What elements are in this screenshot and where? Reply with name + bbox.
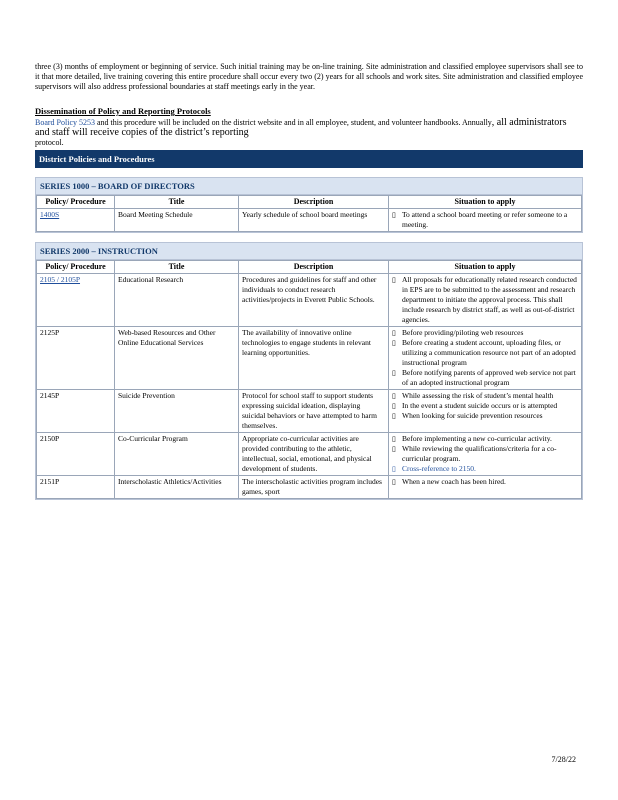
policy-description: Procedures and guidelines for staff and other individuals to conduct research activities/projects in Everett Public Schools. xyxy=(239,274,389,327)
header-policy: Policy/ Procedure xyxy=(37,196,115,209)
header-situation: Situation to apply xyxy=(389,261,582,274)
policy-title: Interscholastic Athletics/Activities xyxy=(115,476,239,499)
situation-item: ▯ When a new coach has been hired. xyxy=(392,477,578,487)
policy-title: Web-based Resources and Other Online Educational Services xyxy=(115,327,239,390)
table-row xyxy=(37,209,582,232)
cross-reference-link[interactable]: ▯ Cross-reference to 2150. xyxy=(392,464,578,474)
situation-item: ▯ When looking for suicide prevention resources xyxy=(392,411,578,421)
situation-item: ▯ All proposals for educationally related research conducted in EPS are to be submitted to the assessment and research department to initiate the approval process. This shall include research by district staff, as well as out-of-district agencies. xyxy=(392,275,578,325)
policy-description: Yearly schedule of school board meetings xyxy=(239,209,389,232)
policy-id: 2150P xyxy=(37,433,115,476)
situation-item: ▯ Before creating a student account, uploading files, or utilizing a communication resource not part of an adopted instructional program xyxy=(392,338,578,368)
header-description: Description xyxy=(239,261,389,274)
situation-item: ▯ While assessing the risk of student’s mental health xyxy=(392,391,578,401)
header-description: Description xyxy=(239,196,389,209)
policy-description: The interscholastic activities program includes games, sport xyxy=(239,476,389,499)
policy-table xyxy=(36,195,582,232)
document-page xyxy=(35,62,583,500)
table-row xyxy=(37,433,582,476)
policy-description: The availability of innovative online technologies to engage students in relevant learning opportunities. xyxy=(239,327,389,390)
policy-description: Appropriate co-curricular activities are provided contributing to the athletic, intellectual, social, emotional, and physical development of students. xyxy=(239,433,389,476)
policies-banner: District Policies and Procedures xyxy=(35,150,583,168)
footer-date: 7/28/22 xyxy=(551,755,576,764)
table-row xyxy=(37,390,582,433)
situation-item: ▯ Before implementing a new co-curricular activity. xyxy=(392,434,578,444)
policy-title: Suicide Prevention xyxy=(115,390,239,433)
policy-id: 2151P xyxy=(37,476,115,499)
header-situation: Situation to apply xyxy=(389,196,582,209)
policy-title: Educational Research xyxy=(115,274,239,327)
dissemination-heading: Dissemination of Policy and Reporting Protocols xyxy=(35,106,211,116)
policy-title: Board Meeting Schedule xyxy=(115,209,239,232)
series-1000-section xyxy=(35,177,583,233)
policy-link[interactable]: 1400S xyxy=(37,209,115,232)
header-policy: Policy/ Procedure xyxy=(37,261,115,274)
series-title: SERIES 1000 – BOARD OF DIRECTORS xyxy=(36,178,582,195)
policy-situations xyxy=(389,274,582,327)
situation-item: ▯ In the event a student suicide occurs or is attempted xyxy=(392,401,578,411)
situation-item: ▯ Before providing/piloting web resources xyxy=(392,328,578,338)
board-policy-link[interactable]: Board Policy 5253 xyxy=(35,118,95,127)
policy-id: 2145P xyxy=(37,390,115,433)
policy-situations xyxy=(389,327,582,390)
policy-situations xyxy=(389,476,582,499)
policy-situations xyxy=(389,433,582,476)
policy-link[interactable]: 2105 / 2105P xyxy=(37,274,115,327)
header-title: Title xyxy=(115,261,239,274)
table-header-row xyxy=(37,196,582,209)
policy-situations xyxy=(389,209,582,232)
situation-item: ▯ Before notifying parents of approved web service not part of an adopted instructional program xyxy=(392,368,578,388)
intro-paragraph: three (3) months of employment or beginning of service. Such initial training may be on-line training. Site administration and classified employee supervisors shall see to it that more detailed, live training covering this entire procedure shall occur every two (2) years for all schools and work sites. Site administration and classified employee supervisors will also address professional boundaries at staff meetings early in the year. xyxy=(35,62,583,91)
dissemination-paragraph: Board Policy 5253 and this procedure will be included on the district website and in all employee, student, and volunteer handbooks. Annually, all administrators and staff will receive copies of the district’s reporting protocol. xyxy=(35,117,567,147)
policy-description: Protocol for school staff to support students expressing suicidal ideation, displaying suicidal behaviors or have attempted to harm themselves. xyxy=(239,390,389,433)
policy-situations xyxy=(389,390,582,433)
header-title: Title xyxy=(115,196,239,209)
policy-title: Co-Curricular Program xyxy=(115,433,239,476)
table-header-row xyxy=(37,261,582,274)
series-title: SERIES 2000 – INSTRUCTION xyxy=(36,243,582,260)
situation-item: ▯ While reviewing the qualifications/criteria for a co-curricular program. xyxy=(392,444,578,464)
policy-id: 2125P xyxy=(37,327,115,390)
policy-table xyxy=(36,260,582,499)
table-row xyxy=(37,274,582,327)
series-2000-section xyxy=(35,242,583,500)
situation-item: ▯ To attend a school board meeting or refer someone to a meeting. xyxy=(392,210,578,230)
table-row xyxy=(37,476,582,499)
table-row xyxy=(37,327,582,390)
